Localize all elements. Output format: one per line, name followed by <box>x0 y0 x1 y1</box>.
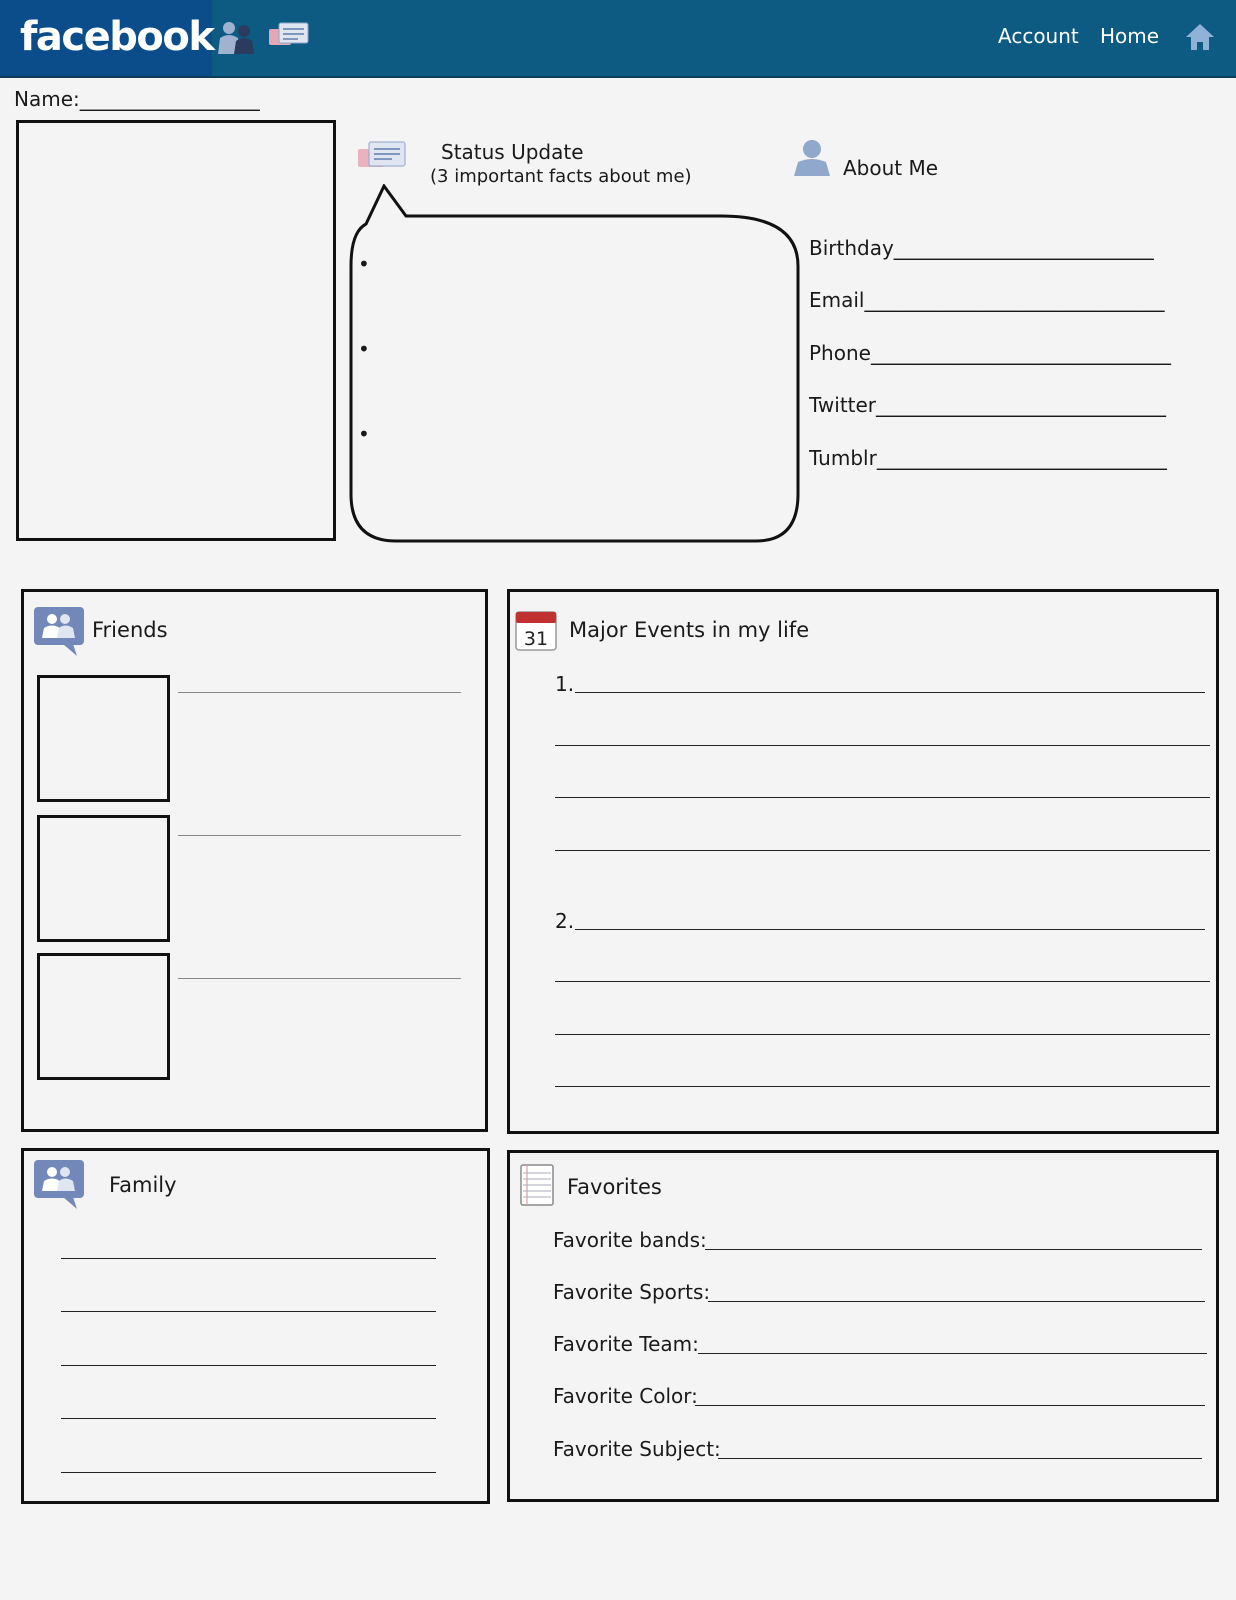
home-icon[interactable] <box>1184 22 1216 52</box>
family-line-1[interactable] <box>61 1258 436 1259</box>
family-line-2[interactable] <box>61 1311 436 1312</box>
status-bullet-2: • <box>358 337 370 361</box>
friend-photo-3[interactable] <box>37 953 170 1080</box>
family-title: Family <box>109 1173 177 1197</box>
friend-photo-1[interactable] <box>37 675 170 802</box>
event-2-line-3[interactable] <box>555 1034 1210 1035</box>
event-1-line-3[interactable] <box>555 797 1210 798</box>
family-group-icon <box>33 1159 87 1209</box>
friend-name-line-1[interactable] <box>178 692 461 693</box>
about-me-icon <box>792 138 832 178</box>
favorite-team-label: Favorite Team: <box>553 1332 699 1356</box>
status-speech-bubble[interactable] <box>346 184 802 546</box>
about-tumblr-field[interactable]: Tumblr_____________________________ <box>809 446 1167 470</box>
friends-icon[interactable] <box>216 20 258 56</box>
status-messages-icon <box>356 140 408 176</box>
favorite-bands-line[interactable] <box>705 1249 1202 1250</box>
friend-name-line-2[interactable] <box>178 835 461 836</box>
favorite-bands-label: Favorite bands: <box>553 1228 707 1252</box>
family-panel <box>21 1148 490 1504</box>
favorite-subject-line[interactable] <box>718 1458 1202 1459</box>
favorite-team-line[interactable] <box>698 1353 1207 1354</box>
favorite-color-line[interactable] <box>695 1405 1205 1406</box>
about-me-title: About Me <box>843 156 939 180</box>
favorite-sports-label: Favorite Sports: <box>553 1280 711 1304</box>
event-2-line-1[interactable] <box>575 929 1205 930</box>
family-line-5[interactable] <box>61 1472 436 1473</box>
event-2-line-2[interactable] <box>555 981 1210 982</box>
status-title: Status Update <box>441 140 584 164</box>
top-bar <box>0 0 1236 78</box>
name-field[interactable]: Name:__________________ <box>14 87 260 111</box>
calendar-icon <box>513 608 559 654</box>
family-line-4[interactable] <box>61 1418 436 1419</box>
family-line-3[interactable] <box>61 1365 436 1366</box>
profile-photo-box[interactable] <box>16 120 336 541</box>
status-bullet-1: • <box>358 252 370 276</box>
favorite-subject-label: Favorite Subject: <box>553 1437 721 1461</box>
nav-account[interactable]: Account <box>998 24 1079 48</box>
nav-home[interactable]: Home <box>1100 24 1160 48</box>
event-1-line-4[interactable] <box>555 850 1210 851</box>
messages-icon[interactable] <box>268 22 310 54</box>
calendar-day: 31 <box>523 628 549 650</box>
events-panel <box>507 589 1219 1134</box>
favorites-title: Favorites <box>567 1175 662 1199</box>
friend-photo-2[interactable] <box>37 815 170 942</box>
events-title: Major Events in my life <box>569 618 810 642</box>
about-twitter-field[interactable]: Twitter_____________________________ <box>809 393 1167 417</box>
about-email-field[interactable]: Email______________________________ <box>809 288 1165 312</box>
favorite-sports-line[interactable] <box>708 1301 1205 1302</box>
favorite-color-label: Favorite Color: <box>553 1384 698 1408</box>
about-phone-field[interactable]: Phone______________________________ <box>809 341 1171 365</box>
status-subtitle: (3 important facts about me) <box>430 166 692 187</box>
friends-title: Friends <box>92 618 168 642</box>
event-number-2: 2. <box>555 909 575 933</box>
friends-group-icon <box>33 606 87 656</box>
friend-name-line-3[interactable] <box>178 978 461 979</box>
event-2-line-4[interactable] <box>555 1086 1210 1087</box>
event-1-line-1[interactable] <box>575 692 1205 693</box>
logo-box <box>0 0 212 76</box>
notebook-icon <box>518 1163 556 1207</box>
about-birthday-field[interactable]: Birthday__________________________ <box>809 236 1154 260</box>
event-number-1: 1. <box>555 672 575 696</box>
event-1-line-2[interactable] <box>555 745 1210 746</box>
status-bullet-3: • <box>358 422 370 446</box>
facebook-logo[interactable]: facebook <box>20 14 214 60</box>
